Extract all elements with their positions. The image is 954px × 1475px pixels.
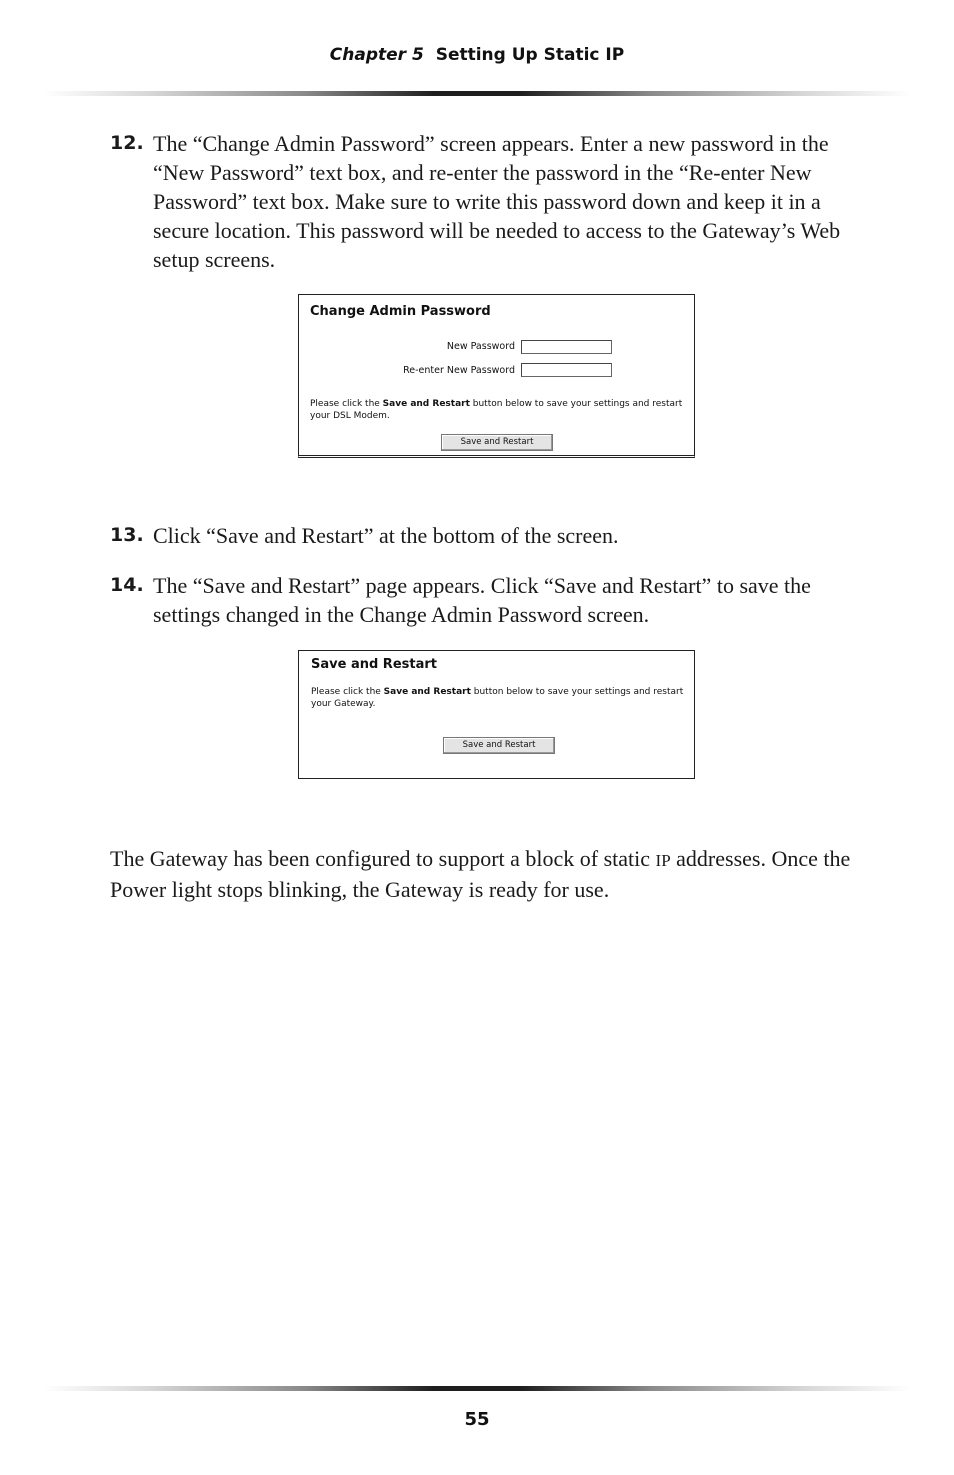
note-bold: Save and Restart bbox=[382, 399, 470, 409]
save-and-restart-screenshot bbox=[298, 650, 695, 779]
note-suffix: button below to save your settings and restart your DSL Modem. bbox=[310, 399, 683, 421]
new-password-label: New Password bbox=[446, 341, 515, 352]
step-text: The “Save and Restart” page appears. Click “Save and Restart” to save the settings changed in the Change Admin Password screen. bbox=[153, 573, 811, 627]
footer-rule bbox=[44, 1386, 910, 1391]
screenshot-title: Change Admin Password bbox=[310, 304, 491, 319]
step-text: Click “Save and Restart” at the bottom of the screen. bbox=[153, 523, 619, 548]
step-12 bbox=[110, 129, 870, 274]
step-number: 13. bbox=[110, 524, 144, 546]
reenter-password-label: Re-enter New Password bbox=[403, 365, 515, 376]
closing-ip: IP bbox=[655, 851, 671, 870]
new-password-field[interactable] bbox=[521, 340, 612, 354]
chapter-header bbox=[0, 45, 954, 65]
save-and-restart-button[interactable]: Save and Restart bbox=[443, 737, 555, 754]
note-bold: Save and Restart bbox=[383, 687, 471, 697]
reenter-password-field[interactable] bbox=[521, 363, 612, 377]
page-number: 55 bbox=[464, 1409, 490, 1430]
closing-text-after: addresses. Once the Power light stops blinking, the Gateway is ready for use. bbox=[110, 846, 851, 902]
chapter-label: Chapter 5 bbox=[329, 45, 424, 65]
screenshot-title: Save and Restart bbox=[311, 657, 437, 672]
note-suffix: button below to save your settings and restart your Gateway. bbox=[311, 687, 684, 709]
change-admin-password-screenshot bbox=[298, 294, 695, 458]
note-prefix: Please click the bbox=[311, 687, 384, 697]
header-rule bbox=[44, 91, 910, 96]
step-14 bbox=[110, 571, 870, 629]
closing-text-before: The Gateway has been configured to support a block of static bbox=[110, 846, 656, 871]
step-number: 14. bbox=[110, 574, 144, 596]
save-and-restart-button[interactable]: Save and Restart bbox=[441, 434, 553, 451]
step-text: The “Change Admin Password” screen appears. Enter a new password in the “New Password” text box, and re-enter the password in the “Re-enter New Password” text box. Make sure to write this password down and keep it in a secure location. This password will be needed to access to the Gateway’s Web setup screens. bbox=[153, 131, 841, 272]
closing-paragraph bbox=[110, 844, 870, 904]
instruction-note bbox=[311, 686, 686, 710]
step-number: 12. bbox=[110, 132, 144, 154]
note-prefix: Please click the bbox=[310, 399, 383, 409]
step-13 bbox=[110, 521, 870, 550]
instruction-note bbox=[310, 398, 685, 422]
chapter-title: Setting Up Static IP bbox=[435, 45, 625, 65]
